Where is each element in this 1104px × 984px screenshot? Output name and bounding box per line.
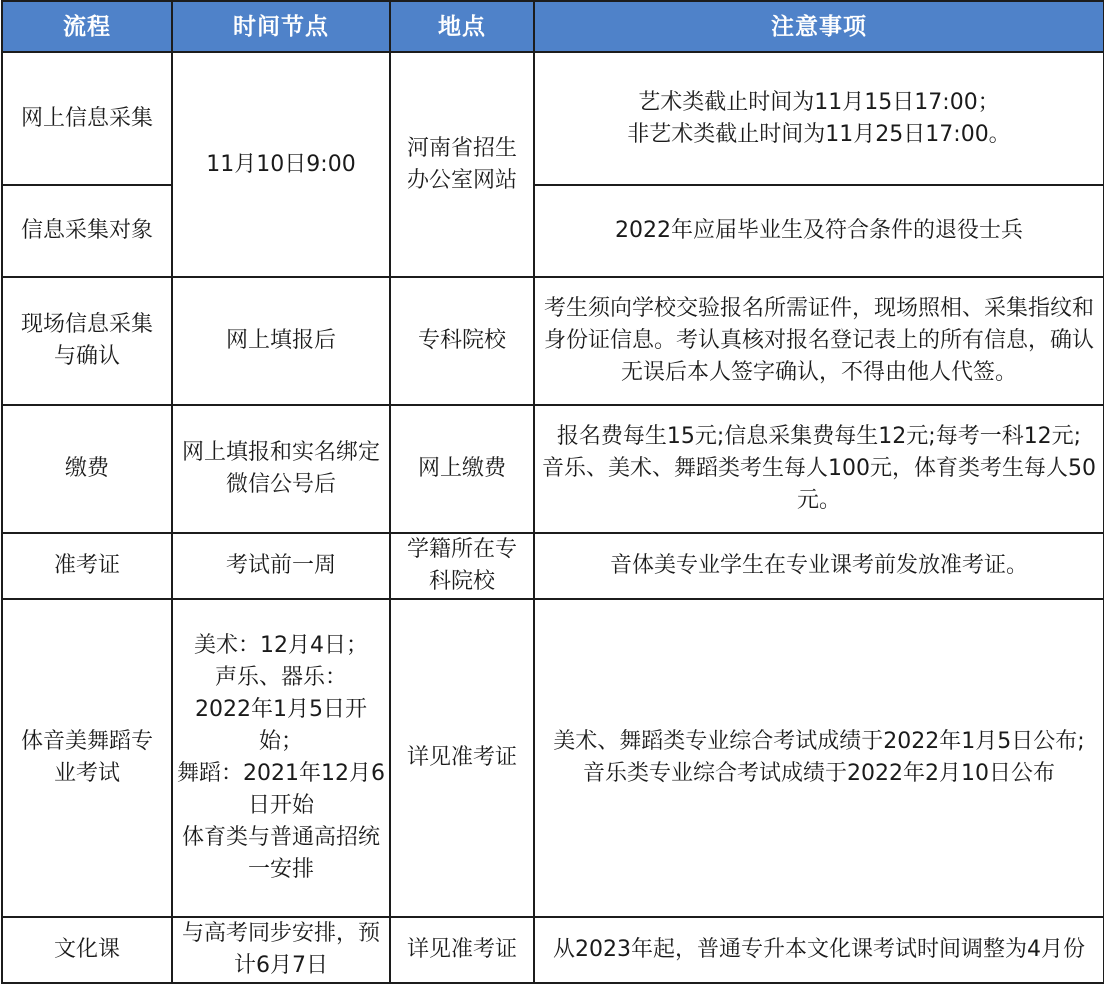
table-row: [2, 185, 1104, 277]
table-row: [2, 277, 1104, 405]
process-cell: 现场信息采集与确认: [2, 277, 172, 405]
place-cell: 学籍所在专科院校: [390, 533, 534, 599]
process-cell: 文化课: [2, 917, 172, 983]
process-cell: 网上信息采集: [2, 52, 172, 185]
process-cell: 准考证: [2, 533, 172, 599]
process-cell: 缴费: [2, 405, 172, 533]
header-notes: 注意事项: [534, 1, 1104, 52]
notes-cell: 报名费每生15元;信息采集费每生12元;每考一科12元; 音乐、美术、舞蹈类考生每人100元，体育类考生每人50元。: [534, 405, 1104, 533]
header-process: 流程: [2, 1, 172, 52]
header-place: 地点: [390, 1, 534, 52]
time-cell: 网上填报后: [172, 277, 390, 405]
time-cell: 11月10日9:00: [172, 52, 390, 277]
notes-cell: 艺术类截止时间为11月15日17:00； 非艺术类截止时间为11月25日17:00。: [534, 52, 1104, 185]
table-row: [2, 405, 1104, 533]
time-cell: 美术：12月4日； 声乐、器乐： 2022年1月5日开始； 舞蹈：2021年12月6日开始 体育类与普通高招统一安排: [172, 599, 390, 917]
notes-cell: 美术、舞蹈类专业综合考试成绩于2022年1月5日公布; 音乐类专业综合考试成绩于2022年2月10日公布: [534, 599, 1104, 917]
place-cell: 详见准考证: [390, 599, 534, 917]
process-cell: 信息采集对象: [2, 185, 172, 277]
table-row: [2, 533, 1104, 599]
time-cell: 网上填报和实名绑定微信公号后: [172, 405, 390, 533]
time-cell: 与高考同步安排，预计6月7日: [172, 917, 390, 983]
header-row: [2, 1, 1104, 52]
notes-cell: 2022年应届毕业生及符合条件的退役士兵: [534, 185, 1104, 277]
place-cell: 河南省招生办公室网站: [390, 52, 534, 277]
place-cell: 专科院校: [390, 277, 534, 405]
process-cell: 体音美舞蹈专业考试: [2, 599, 172, 917]
schedule-table: [1, 0, 1104, 984]
place-cell: 详见准考证: [390, 917, 534, 983]
table-row: [2, 52, 1104, 185]
notes-cell: 音体美专业学生在专业课考前发放准考证。: [534, 533, 1104, 599]
notes-cell: 考生须向学校交验报名所需证件，现场照相、采集指纹和身份证信息。考认真核对报名登记表上的所有信息，确认无误后本人签字确认，不得由他人代签。: [534, 277, 1104, 405]
time-cell: 考试前一周: [172, 533, 390, 599]
notes-cell: 从2023年起，普通专升本文化课考试时间调整为4月份: [534, 917, 1104, 983]
header-time: 时间节点: [172, 1, 390, 52]
place-cell: 网上缴费: [390, 405, 534, 533]
table-row: [2, 599, 1104, 917]
table-row: [2, 917, 1104, 983]
